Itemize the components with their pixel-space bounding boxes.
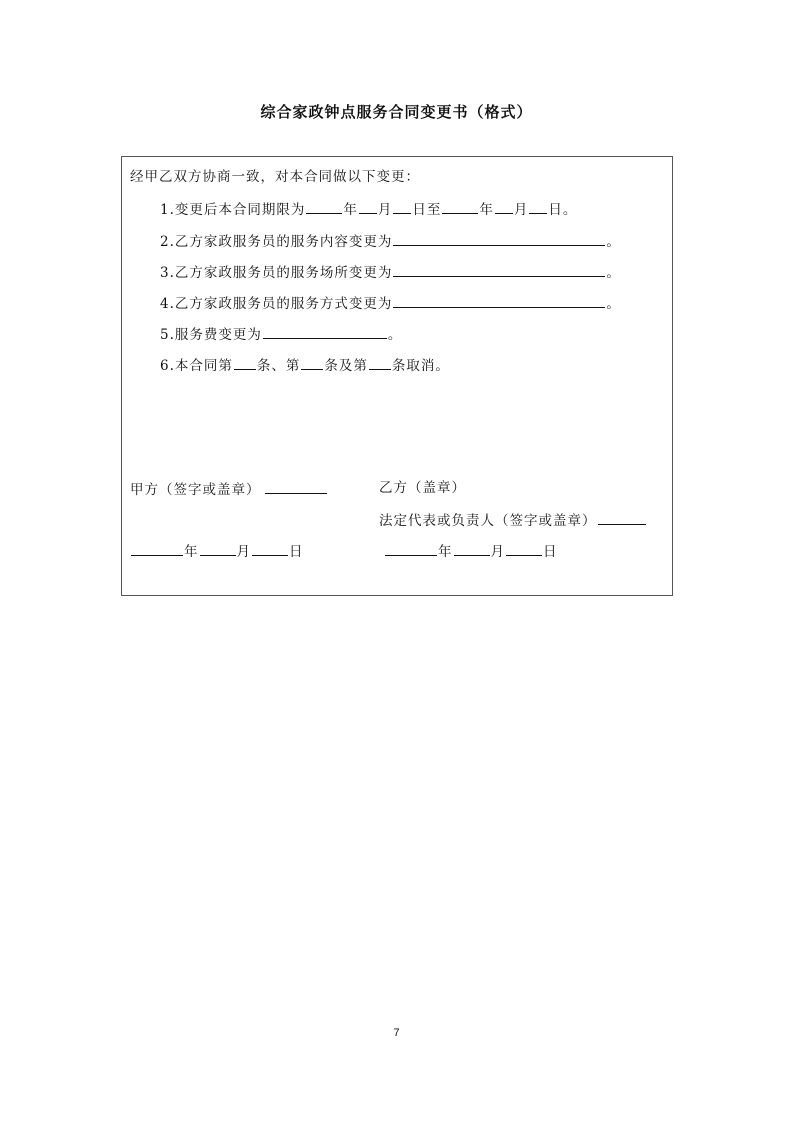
party-b-representative — [379, 510, 647, 530]
item-1-month: 月 — [377, 202, 393, 218]
item-4 — [160, 293, 621, 313]
item-2-end: 。 — [606, 234, 621, 250]
clause-1-blank[interactable] — [234, 355, 256, 370]
party-a-month-blank[interactable] — [200, 541, 236, 556]
item-1-year: 年 — [343, 202, 358, 218]
document-title: 综合家政钟点服务合同变更书（格式） — [260, 103, 533, 121]
clause-2-blank[interactable] — [301, 355, 323, 370]
item-4-end: 。 — [606, 296, 621, 312]
item-6 — [160, 355, 450, 375]
party-b-label: 乙方（盖章） — [379, 480, 466, 496]
party-a-month: 月 — [236, 544, 251, 560]
party-b-rep-label: 法定代表或负责人（签字或盖章） — [379, 513, 597, 529]
item-3-end: 。 — [606, 265, 621, 281]
item-1 — [160, 199, 577, 219]
party-b-day-blank[interactable] — [506, 541, 542, 556]
service-location-blank[interactable] — [393, 262, 605, 277]
party-b-year-blank[interactable] — [385, 541, 437, 556]
party-b-month-blank[interactable] — [454, 541, 490, 556]
party-b-month: 月 — [490, 544, 505, 560]
item-5-text: 5.服务费变更为 — [160, 327, 262, 343]
term-start-month-blank[interactable] — [359, 199, 377, 214]
term-start-year-blank[interactable] — [306, 199, 342, 214]
item-5-end: 。 — [387, 327, 403, 343]
item-1-day-end: 日。 — [548, 202, 578, 218]
item-2-text: 2.乙方家政服务员的服务内容变更为 — [160, 234, 393, 250]
term-end-day-blank[interactable] — [529, 199, 547, 214]
party-a-day: 日 — [289, 544, 304, 560]
page-number: 7 — [393, 1027, 400, 1039]
change-form-box — [121, 156, 673, 596]
item-6-d: 条取消。 — [391, 358, 450, 374]
party-a-date — [130, 541, 304, 561]
item-5 — [160, 324, 402, 344]
party-b-date — [384, 541, 558, 561]
item-6-text: 6.本合同第 — [160, 358, 233, 374]
item-6-c: 条及第 — [324, 358, 368, 374]
party-b-day: 日 — [543, 544, 558, 560]
item-1-day-to: 日至 — [412, 202, 442, 218]
item-1-text: 1.变更后本合同期限为 — [160, 202, 306, 218]
party-a-day-blank[interactable] — [252, 541, 288, 556]
item-2 — [160, 231, 621, 251]
item-1-month-2: 月 — [513, 202, 529, 218]
party-a-label: 甲方（签字或盖章） — [130, 482, 261, 498]
clause-3-blank[interactable] — [369, 355, 391, 370]
party-b-year: 年 — [438, 544, 453, 560]
service-fee-blank[interactable] — [263, 324, 387, 339]
intro-text: 经甲乙双方协商一致，对本合同做以下变更： — [130, 169, 420, 185]
service-content-blank[interactable] — [393, 231, 605, 246]
item-4-text: 4.乙方家政服务员的服务方式变更为 — [160, 296, 393, 312]
item-1-year-2: 年 — [479, 202, 494, 218]
service-method-blank[interactable] — [393, 293, 605, 308]
term-start-day-blank[interactable] — [393, 199, 411, 214]
item-6-b: 条、第 — [256, 358, 301, 374]
item-3 — [160, 262, 621, 282]
party-a-signature — [130, 479, 328, 499]
item-3-text: 3.乙方家政服务员的服务场所变更为 — [160, 265, 393, 281]
party-a-signature-blank[interactable] — [265, 479, 327, 494]
party-b-signature-blank[interactable] — [598, 510, 646, 525]
term-end-month-blank[interactable] — [495, 199, 513, 214]
party-a-year: 年 — [184, 544, 199, 560]
party-a-year-blank[interactable] — [131, 541, 183, 556]
term-end-year-blank[interactable] — [442, 199, 478, 214]
